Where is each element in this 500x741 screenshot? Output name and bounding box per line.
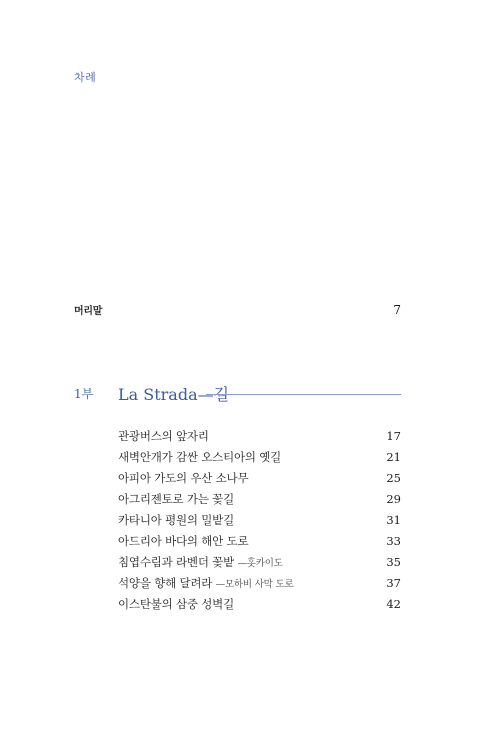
part-1-divider-line xyxy=(206,394,401,395)
chapter-title xyxy=(118,491,234,507)
chapter-page-number: 31 xyxy=(386,513,401,527)
chapter-title xyxy=(118,596,234,612)
chapter-title-text: 아피아 가도의 우산 소나무 xyxy=(118,471,249,485)
chapter-title-text: 카타니아 평원의 밀밭길 xyxy=(118,513,234,527)
chapter-list xyxy=(118,428,401,617)
part-1-title: La Strada—길 xyxy=(118,385,230,404)
chapter-title xyxy=(118,533,248,549)
chapter-entry[interactable] xyxy=(118,491,401,512)
part-1-heading xyxy=(74,385,401,405)
chapter-entry[interactable] xyxy=(118,554,401,575)
chapter-title-text: 석양을 향해 달려라 xyxy=(118,576,213,590)
chapter-title-text: 침엽수림과 라벤더 꽃밭 xyxy=(118,555,234,569)
chapter-page-number: 21 xyxy=(386,450,401,464)
chapter-page-number: 33 xyxy=(386,534,401,548)
chapter-title-text: 아그리젠토로 가는 꽃길 xyxy=(118,492,234,506)
preface-title: 머리말 xyxy=(74,306,103,317)
chapter-title xyxy=(118,470,248,486)
chapter-subtitle: —홋카이도 xyxy=(237,558,283,569)
chapter-title xyxy=(118,428,209,444)
part-1-number: 1부 xyxy=(74,387,94,401)
chapter-page-number: 35 xyxy=(386,555,401,569)
chapter-entry[interactable] xyxy=(118,575,401,596)
chapter-page-number: 37 xyxy=(386,576,401,590)
chapter-subtitle: —모하비 사막 도로 xyxy=(215,579,294,590)
chapter-page-number: 25 xyxy=(386,471,401,485)
preface-page-number: 7 xyxy=(393,303,401,317)
chapter-entry[interactable] xyxy=(118,470,401,491)
chapter-entry[interactable] xyxy=(118,596,401,617)
chapter-page-number: 29 xyxy=(386,492,401,506)
chapter-entry[interactable] xyxy=(118,428,401,449)
chapter-title xyxy=(118,575,293,591)
chapter-title xyxy=(118,554,283,570)
chapter-title-text: 새벽안개가 감싼 오스티아의 옛길 xyxy=(118,450,282,464)
table-of-contents-heading: 차례 xyxy=(74,71,97,84)
chapter-title-text: 이스탄불의 삼중 성벽길 xyxy=(118,597,234,611)
chapter-page-number: 42 xyxy=(386,597,401,611)
preface-entry[interactable] xyxy=(74,302,401,317)
chapter-page-number: 17 xyxy=(386,429,401,443)
chapter-title xyxy=(118,449,281,465)
chapter-title xyxy=(118,512,234,528)
chapter-entry[interactable] xyxy=(118,449,401,470)
chapter-title-text: 아드리아 바다의 해안 도로 xyxy=(118,534,249,548)
chapter-entry[interactable] xyxy=(118,512,401,533)
chapter-title-text: 관광버스의 앞자리 xyxy=(118,429,209,443)
chapter-entry[interactable] xyxy=(118,533,401,554)
